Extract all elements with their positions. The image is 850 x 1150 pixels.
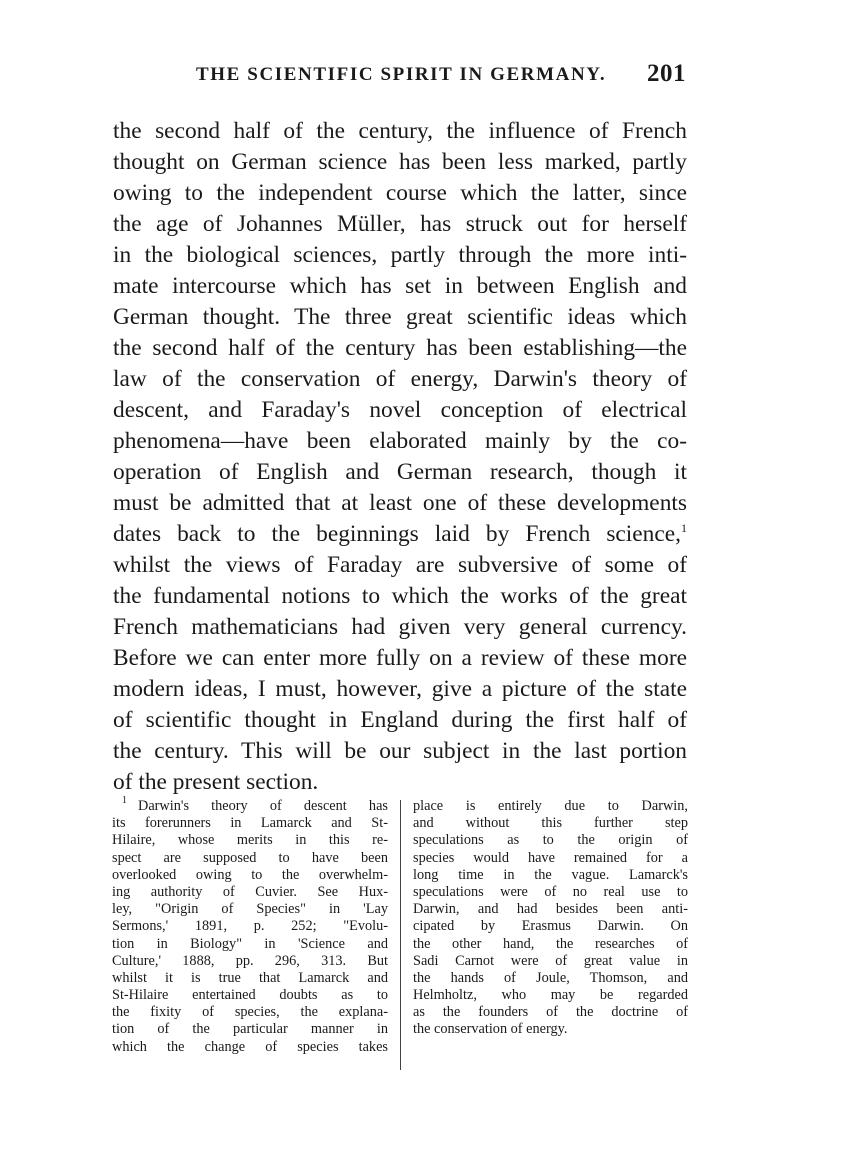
- footnote-line: speculations were of no real use to: [413, 883, 688, 900]
- footnote-line: St-Hilaire entertained doubts as to: [112, 987, 388, 1004]
- text-line: thought on German science has been less marked, partly: [113, 149, 687, 175]
- text-line-content: dates back to the beginnings laid by French science,: [113, 521, 681, 547]
- text-line: the second half of the century, the influence of French: [113, 118, 687, 144]
- text-line: the age of Johannes Müller, has struck out for herself: [113, 211, 687, 237]
- footnote-line: overlooked owing to the overwhelm-: [112, 866, 388, 883]
- footnote-reference: 1: [681, 521, 687, 535]
- footnote-line: Darwin's theory of descent has: [138, 798, 388, 814]
- text-line: German thought. The three great scientific ideas which: [113, 304, 687, 330]
- main-text: [113, 116, 687, 798]
- footnote-line: tion of the particular manner in: [112, 1021, 388, 1038]
- text-line: phenomena—have been elaborated mainly by the co-: [113, 428, 687, 454]
- footnote-line: which the change of species takes: [112, 1038, 388, 1055]
- running-title: THE SCIENTIFIC SPIRIT IN GERMANY.: [196, 64, 607, 85]
- footnote-line: as the founders of the doctrine of: [413, 1004, 688, 1021]
- footnote-line: Culture,' 1888, pp. 296, 313. But: [112, 952, 388, 969]
- footnote-line: its forerunners in Lamarck and St-: [112, 815, 388, 832]
- footnote-line: and without this further step: [413, 815, 688, 832]
- text-line: mate intercourse which has set in between English and: [113, 273, 687, 299]
- footnote-line: place is entirely due to Darwin,: [413, 798, 688, 814]
- footnote-line: spect are supposed to have been: [112, 849, 388, 866]
- footnote-line: ing authority of Cuvier. See Hux-: [112, 883, 388, 900]
- footnote-line: tion in Biology" in 'Science and: [112, 935, 388, 952]
- footnote-line: ley, "Origin of Species" in 'Lay: [112, 901, 388, 918]
- footnote-line: Sermons,' 1891, p. 252; "Evolu-: [112, 918, 388, 935]
- footnote-line: cipated by Erasmus Darwin. On: [413, 918, 688, 935]
- text-line: descent, and Faraday's novel conception of electrical: [113, 397, 687, 423]
- column-divider: [400, 800, 401, 1070]
- text-line: of scientific thought in England during the first half of: [113, 707, 687, 733]
- text-line: French mathematicians had given very general currency.: [113, 614, 687, 640]
- text-line: the fundamental notions to which the works of the great: [113, 583, 687, 609]
- text-line: law of the conservation of energy, Darwin's theory of: [113, 366, 687, 392]
- footnote-marker: 1: [122, 795, 127, 806]
- footnote-right-column: [413, 798, 688, 1039]
- text-line: operation of English and German research, though it: [113, 459, 687, 485]
- footnote-line: long time in the vague. Lamarck's: [413, 866, 688, 883]
- footnote-line: Hilaire, whose merits in this re-: [112, 832, 388, 849]
- text-line: of the present section.: [113, 769, 319, 795]
- footnote-area: [112, 795, 689, 1070]
- footnote-line: species would have remained for a: [413, 849, 688, 866]
- footnote-line: Sadi Carnot were of great value in: [413, 952, 688, 969]
- text-line: Before we can enter more fully on a review of these more: [113, 645, 687, 671]
- text-line: modern ideas, I must, however, give a picture of the state: [113, 676, 687, 702]
- footnote-line: the fixity of species, the explana-: [112, 1004, 388, 1021]
- text-line: must be admitted that at least one of these developments: [113, 490, 687, 516]
- page-header: [196, 62, 686, 92]
- text-line: in the biological sciences, partly through the more inti-: [113, 242, 687, 268]
- footnote-line: Darwin, and had besides been anti-: [413, 901, 688, 918]
- text-line: the century. This will be our subject in the last portion: [113, 738, 687, 764]
- text-line: the second half of the century has been establishing—the: [113, 335, 687, 361]
- footnote-line: Helmholtz, who may be regarded: [413, 987, 688, 1004]
- footnote-left-column: [112, 795, 388, 1056]
- text-line: whilst the views of Faraday are subversive of some of: [113, 552, 687, 578]
- page-number: 201: [647, 60, 686, 87]
- text-line-with-footnote-ref: [113, 519, 687, 550]
- footnote-line: speculations as to the origin of: [413, 832, 688, 849]
- footnote-line: the conservation of energy.: [413, 1021, 568, 1038]
- footnote-line: the other hand, the researches of: [413, 935, 688, 952]
- footnote-line: whilst it is true that Lamarck and: [112, 969, 388, 986]
- footnote-line: the hands of Joule, Thomson, and: [413, 969, 688, 986]
- text-line: owing to the independent course which the latter, since: [113, 180, 687, 206]
